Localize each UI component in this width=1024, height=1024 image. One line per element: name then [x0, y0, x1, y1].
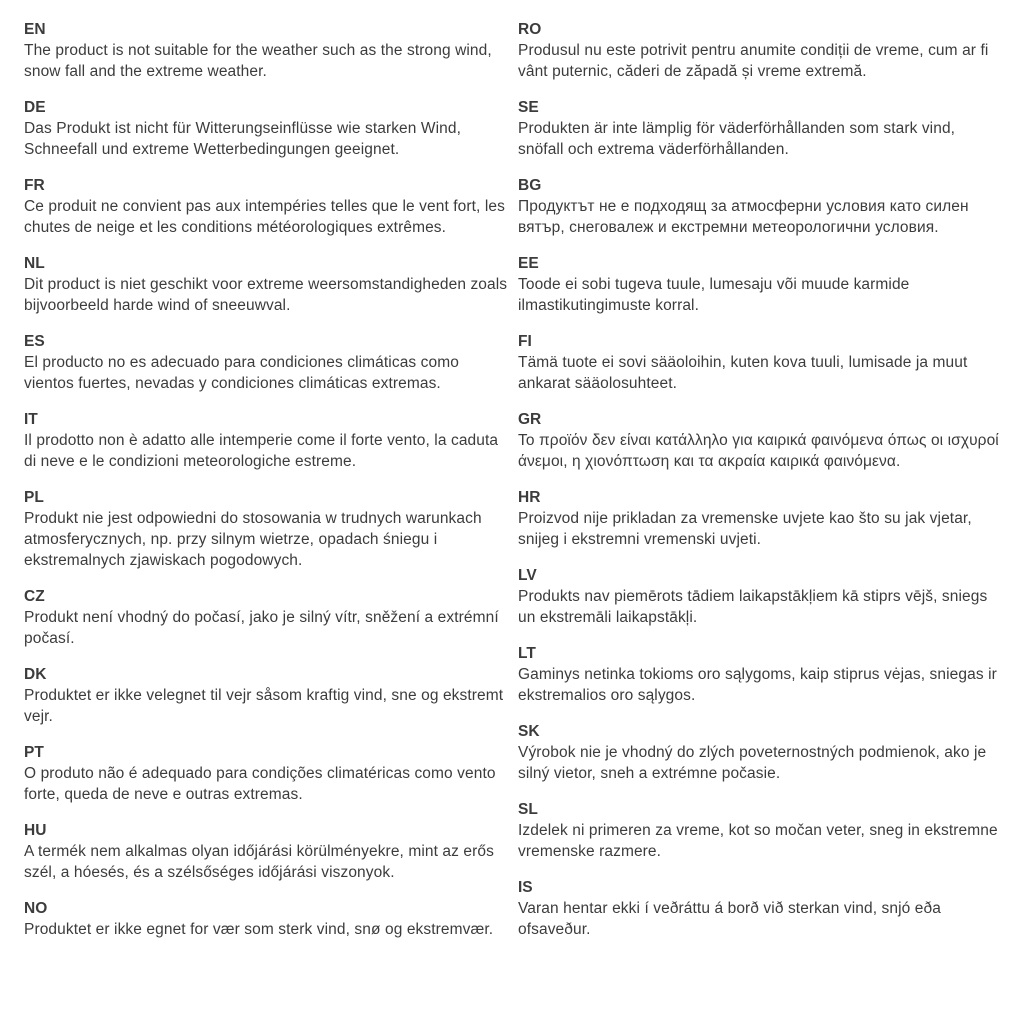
language-block-it — [24, 409, 510, 472]
language-text: Proizvod nije prikladan za vremenske uvjete kao što su jak vjetar, snijeg i ekstremni vremenski uvjeti. — [518, 510, 972, 548]
language-block-sk — [518, 721, 1004, 784]
language-code: IS — [518, 879, 533, 896]
language-block-es — [24, 331, 510, 394]
language-text: El producto no es adecuado para condiciones climáticas como vientos fuertes, nevadas y condiciones climáticas extremas. — [24, 354, 459, 392]
language-code: NL — [24, 255, 45, 272]
language-text: Das Produkt ist nicht für Witterungseinflüsse wie starken Wind, Schneefall und extreme Wetterbedingungen geeignet. — [24, 120, 462, 158]
language-code: EN — [24, 21, 46, 38]
language-block-fi — [518, 331, 1004, 394]
language-block-lv — [518, 565, 1004, 628]
language-code: CZ — [24, 588, 45, 605]
language-block-sl — [518, 799, 1004, 862]
language-text: Ce produit ne convient pas aux intempéries telles que le vent fort, les chutes de neige et les conditions météorologiques extrêmes. — [24, 198, 505, 236]
language-text: Produktet er ikke velegnet til vejr såsom kraftig vind, sne og ekstremt vejr. — [24, 687, 504, 725]
language-code: SL — [518, 801, 538, 818]
language-code: NO — [24, 900, 48, 917]
language-code: BG — [518, 177, 542, 194]
language-code: SE — [518, 99, 539, 116]
language-block-cz — [24, 586, 510, 649]
language-code: IT — [24, 411, 38, 428]
language-text: Il prodotto non è adatto alle intemperie come il forte vento, la caduta di neve e le condizioni meteorologiche estreme. — [24, 432, 499, 470]
language-block-dk — [24, 664, 510, 727]
language-block-hu — [24, 820, 510, 883]
language-block-pt — [24, 742, 510, 805]
language-block-se — [518, 97, 1004, 160]
language-text: Produkt nie jest odpowiedni do stosowania w trudnych warunkach atmosferycznych, np. przy silnym wietrze, opadach śniegu i ekstremalnych zjawiskach pogodowych. — [24, 510, 482, 569]
language-text: O produto não é adequado para condições climatéricas como vento forte, queda de neve e outras extremas. — [24, 765, 496, 803]
language-text: Toode ei sobi tugeva tuule, lumesaju või muude karmide ilmastikutingimuste korral. — [518, 276, 910, 314]
language-text: Produkt není vhodný do počasí, jako je silný vítr, sněžení a extrémní počasí. — [24, 609, 499, 647]
language-text: The product is not suitable for the weather such as the strong wind, snow fall and the extreme weather. — [24, 42, 492, 80]
language-block-ee — [518, 253, 1004, 316]
language-code: PT — [24, 744, 44, 761]
language-block-no — [24, 898, 510, 940]
language-text: Izdelek ni primeren za vreme, kot so močan veter, sneg in ekstremne vremenske razmere. — [518, 822, 998, 860]
language-block-ro — [518, 19, 1004, 82]
language-code: HR — [518, 489, 541, 506]
language-text: Dit product is niet geschikt voor extreme weersomstandigheden zoals bijvoorbeeld harde wind of sneeuwval. — [24, 276, 508, 314]
language-block-en — [24, 19, 510, 82]
language-text: Varan hentar ekki í veðráttu á borð við sterkan vind, snjó eða ofsaveður. — [518, 900, 941, 938]
language-code: LT — [518, 645, 536, 662]
language-block-lt — [518, 643, 1004, 706]
language-code: PL — [24, 489, 44, 506]
language-block-hr — [518, 487, 1004, 550]
language-block-bg — [518, 175, 1004, 238]
language-text: Tämä tuote ei sovi sääoloihin, kuten kova tuuli, lumisade ja muut ankarat sääolosuhteet. — [518, 354, 968, 392]
language-code: EE — [518, 255, 539, 272]
language-code: HU — [24, 822, 47, 839]
language-code: DK — [24, 666, 47, 683]
language-text: Výrobok nie je vhodný do zlých poveternostných podmienok, ako je silný vietor, sneh a extrémne počasie. — [518, 744, 987, 782]
language-text: Produkten är inte lämplig för väderförhållanden som stark vind, snöfall och extrema väderförhållanden. — [518, 120, 956, 158]
language-block-fr — [24, 175, 510, 238]
language-text: Το προϊόν δεν είναι κατάλληλο για καιρικά φαινόμενα όπως οι ισχυροί άνεμοι, η χιονόπτωση και τα ακραία καιρικά φαινόμενα. — [518, 432, 999, 470]
language-code: DE — [24, 99, 46, 116]
language-code: FI — [518, 333, 532, 350]
language-block-gr — [518, 409, 1004, 472]
language-text: Продуктът не е подходящ за атмосферни условия като силен вятър, снеговалеж и екстремни метеорологични условия. — [518, 198, 969, 236]
language-block-is — [518, 877, 1004, 940]
language-text: Produsul nu este potrivit pentru anumite condiții de vreme, cum ar fi vânt puternic, căderi de zăpadă și vreme extremă. — [518, 42, 989, 80]
language-text: Gaminys netinka tokioms oro sąlygoms, kaip stiprus vėjas, sniegas ir ekstremalios oro sąlygos. — [518, 666, 997, 704]
language-text: Produktet er ikke egnet for vær som sterk vind, snø og ekstremvær. — [24, 921, 494, 938]
language-code: FR — [24, 177, 45, 194]
language-code: GR — [518, 411, 542, 428]
language-column-right — [518, 19, 1004, 955]
language-code: ES — [24, 333, 45, 350]
language-code: RO — [518, 21, 542, 38]
language-text: A termék nem alkalmas olyan időjárási körülményekre, mint az erős szél, a hóesés, és a szélsőséges időjárási viszonyok. — [24, 843, 494, 881]
language-text: Produkts nav piemērots tādiem laikapstākļiem kā stiprs vējš, sniegs un ekstremāli laikapstākļi. — [518, 588, 988, 626]
language-column-left — [24, 19, 510, 955]
language-code: LV — [518, 567, 537, 584]
language-code: SK — [518, 723, 540, 740]
language-block-de — [24, 97, 510, 160]
language-block-pl — [24, 487, 510, 571]
language-block-nl — [24, 253, 510, 316]
